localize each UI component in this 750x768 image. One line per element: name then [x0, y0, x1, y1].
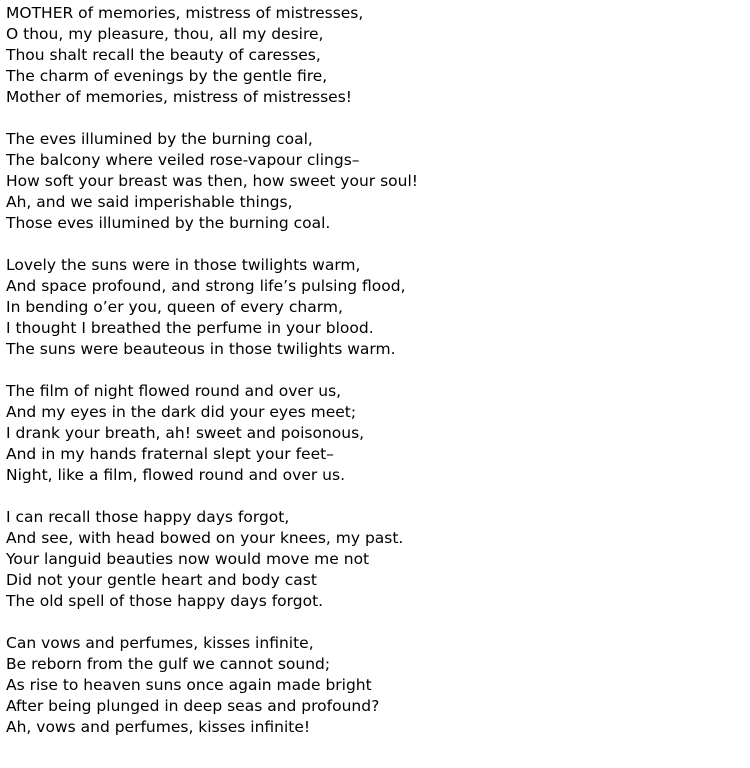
- poem-line: MOTHER of memories, mistress of mistresses,: [6, 4, 364, 22]
- poem-line: The suns were beauteous in those twilights warm.: [6, 340, 396, 358]
- poem-line: As rise to heaven suns once again made bright: [6, 676, 372, 694]
- poem-line: How soft your breast was then, how sweet your soul!: [6, 172, 418, 190]
- poem-line: Lovely the suns were in those twilights warm,: [6, 256, 361, 274]
- poem-line: I thought I breathed the perfume in your blood.: [6, 319, 374, 337]
- poem-line: And in my hands fraternal slept your feet–: [6, 445, 334, 463]
- poem-line: Night, like a film, flowed round and over us.: [6, 466, 346, 484]
- poem-line: And space profound, and strong life’s pulsing flood,: [6, 277, 406, 295]
- poem-line: Can vows and perfumes, kisses infinite,: [6, 634, 314, 652]
- poem-line: Ah, and we said imperishable things,: [6, 193, 293, 211]
- poem-line: I drank your breath, ah! sweet and poisonous,: [6, 424, 365, 442]
- poem-line: The balcony where veiled rose-vapour clings–: [6, 151, 360, 169]
- poem-line: In bending o’er you, queen of every charm,: [6, 298, 343, 316]
- stanza-4: [6, 381, 750, 486]
- stanza-2: [6, 129, 750, 234]
- stanza-1: [6, 3, 750, 108]
- poem-line: After being plunged in deep seas and profound?: [6, 697, 380, 715]
- poem-line: Thou shalt recall the beauty of caresses,: [6, 46, 321, 64]
- poem-line: I can recall those happy days forgot,: [6, 508, 290, 526]
- stanza-5: [6, 507, 750, 612]
- poem-line: And see, with head bowed on your knees, my past.: [6, 529, 404, 547]
- poem-line: The eves illumined by the burning coal,: [6, 130, 313, 148]
- poem-line: Did not your gentle heart and body cast: [6, 571, 317, 589]
- poem-line: Mother of memories, mistress of mistresses!: [6, 88, 352, 106]
- poem-line: Those eves illumined by the burning coal.: [6, 214, 331, 232]
- poem-line: Ah, vows and perfumes, kisses infinite!: [6, 718, 311, 736]
- poem-line: O thou, my pleasure, thou, all my desire,: [6, 25, 324, 43]
- poem-line: Be reborn from the gulf we cannot sound;: [6, 655, 331, 673]
- poem-line: The charm of evenings by the gentle fire,: [6, 67, 328, 85]
- poem-line: Your languid beauties now would move me not: [6, 550, 370, 568]
- poem-line: The old spell of those happy days forgot.: [6, 592, 324, 610]
- stanza-3: [6, 255, 750, 360]
- poem-line: And my eyes in the dark did your eyes meet;: [6, 403, 357, 421]
- stanza-6: [6, 633, 750, 738]
- poem-line: The film of night flowed round and over us,: [6, 382, 342, 400]
